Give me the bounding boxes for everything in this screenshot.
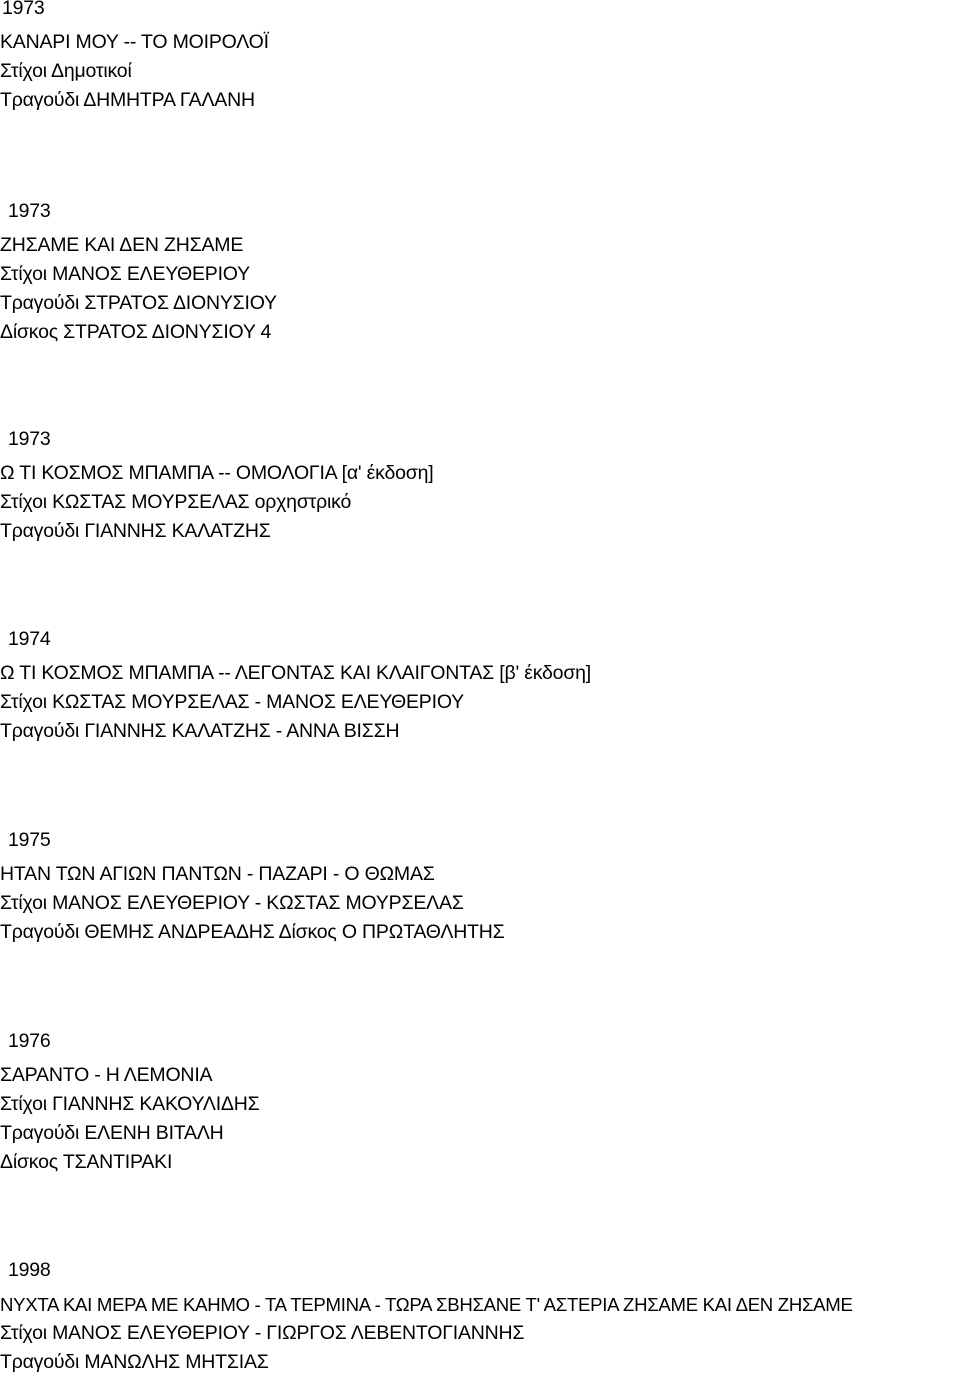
- entry-lyrics: Στίχοι Δημοτικοί: [0, 60, 132, 82]
- entry-title: ΚΑΝΑΡΙ ΜΟΥ -- ΤΟ ΜΟΙΡΟΛΟΪ: [0, 31, 269, 53]
- entry-year: 1976: [8, 1030, 51, 1052]
- entry-title: ΣΑΡΑΝΤΟ - Η ΛΕΜΟΝΙΑ: [0, 1064, 213, 1086]
- entry-lyrics: Στίχοι ΜΑΝΟΣ ΕΛΕΥΘΕΡΙΟΥ - ΓΙΩΡΓΟΣ ΛΕΒΕΝΤΟΓΙΑΝΝΗΣ: [0, 1322, 525, 1344]
- entry-lyrics: Στίχοι ΚΩΣΤΑΣ ΜΟΥΡΣΕΛΑΣ - ΜΑΝΟΣ ΕΛΕΥΘΕΡΙΟΥ: [0, 691, 464, 713]
- entry-singer: Τραγούδι ΔΗΜΗΤΡΑ ΓΑΛΑΝΗ: [0, 89, 255, 111]
- entry-year: 1973: [8, 200, 51, 222]
- entry-year: 1973: [8, 428, 51, 450]
- song-entry-3: [0, 425, 960, 546]
- entry-title: ΖΗΣΑΜΕ ΚΑΙ ΔΕΝ ΖΗΣΑΜΕ: [0, 234, 244, 256]
- entry-album: Δίσκος ΣΤΡΑΤΟΣ ΔΙΟΝΥΣΙΟΥ 4: [0, 321, 272, 343]
- entry-title: Ω ΤΙ ΚΟΣΜΟΣ ΜΠΑΜΠΑ -- ΛΕΓΟΝΤΑΣ ΚΑΙ ΚΛΑΙΓΟΝΤΑΣ [β' έκδοση]: [0, 662, 592, 684]
- entry-album: Δίσκος ΤΣΑΝΤΙΡΑΚΙ: [0, 1151, 173, 1173]
- entry-lyrics: Στίχοι ΜΑΝΟΣ ΕΛΕΥΘΕΡΙΟΥ: [0, 263, 250, 285]
- entry-year: 1998: [8, 1259, 51, 1281]
- entry-year: 1975: [8, 829, 51, 851]
- entry-singer: Τραγούδι ΜΑΝΩΛΗΣ ΜΗΤΣΙΑΣ: [0, 1351, 269, 1373]
- entry-singer: Τραγούδι ΕΛΕΝΗ ΒΙΤΑΛΗ: [0, 1122, 224, 1144]
- song-entry-4: [0, 625, 960, 746]
- entry-singer: Τραγούδι ΘΕΜΗΣ ΑΝΔΡΕΑΔΗΣ Δίσκος Ο ΠΡΩΤΑΘΛΗΤΗΣ: [0, 921, 505, 943]
- song-entry-1: [0, 0, 960, 115]
- entry-lyrics: Στίχοι ΜΑΝΟΣ ΕΛΕΥΘΕΡΙΟΥ - ΚΩΣΤΑΣ ΜΟΥΡΣΕΛΑΣ: [0, 892, 464, 914]
- entry-singer: Τραγούδι ΣΤΡΑΤΟΣ ΔΙΟΝΥΣΙΟΥ: [0, 292, 277, 314]
- entry-title: ΝΥΧΤΑ ΚΑΙ ΜΕΡΑ ΜΕ ΚΑΗΜΟ - ΤΑ ΤΕΡΜΙΝΑ - ΤΩΡΑ ΣΒΗΣΑΝΕ Τ' ΑΣΤΕΡΙΑ ΖΗΣΑΜΕ ΚΑΙ ΔΕΝ ΖΗΣΑΜΕ: [0, 1294, 853, 1315]
- entry-lyrics: Στίχοι ΚΩΣΤΑΣ ΜΟΥΡΣΕΛΑΣ ορχηστρικό: [0, 491, 352, 513]
- entry-lyrics: Στίχοι ΓΙΑΝΝΗΣ ΚΑΚΟΥΛΙΔΗΣ: [0, 1093, 260, 1115]
- entry-singer: Τραγούδι ΓΙΑΝΝΗΣ ΚΑΛΑΤΖΗΣ: [0, 520, 271, 542]
- entry-title: ΗΤΑΝ ΤΩΝ ΑΓΙΩΝ ΠΑΝΤΩΝ - ΠΑΖΑΡΙ - Ο ΘΩΜΑΣ: [0, 863, 435, 885]
- song-entry-2: [0, 197, 960, 347]
- entry-title: Ω ΤΙ ΚΟΣΜΟΣ ΜΠΑΜΠΑ -- ΟΜΟΛΟΓΙΑ [α' έκδοση]: [0, 462, 434, 484]
- song-entry-5: [0, 826, 960, 947]
- song-entry-7: [0, 1256, 960, 1377]
- entry-year: 1973: [2, 0, 45, 19]
- entry-year: 1974: [8, 628, 51, 650]
- song-entry-6: [0, 1027, 960, 1177]
- entry-singer: Τραγούδι ΓΙΑΝΝΗΣ ΚΑΛΑΤΖΗΣ - ΑΝΝΑ ΒΙΣΣΗ: [0, 720, 400, 742]
